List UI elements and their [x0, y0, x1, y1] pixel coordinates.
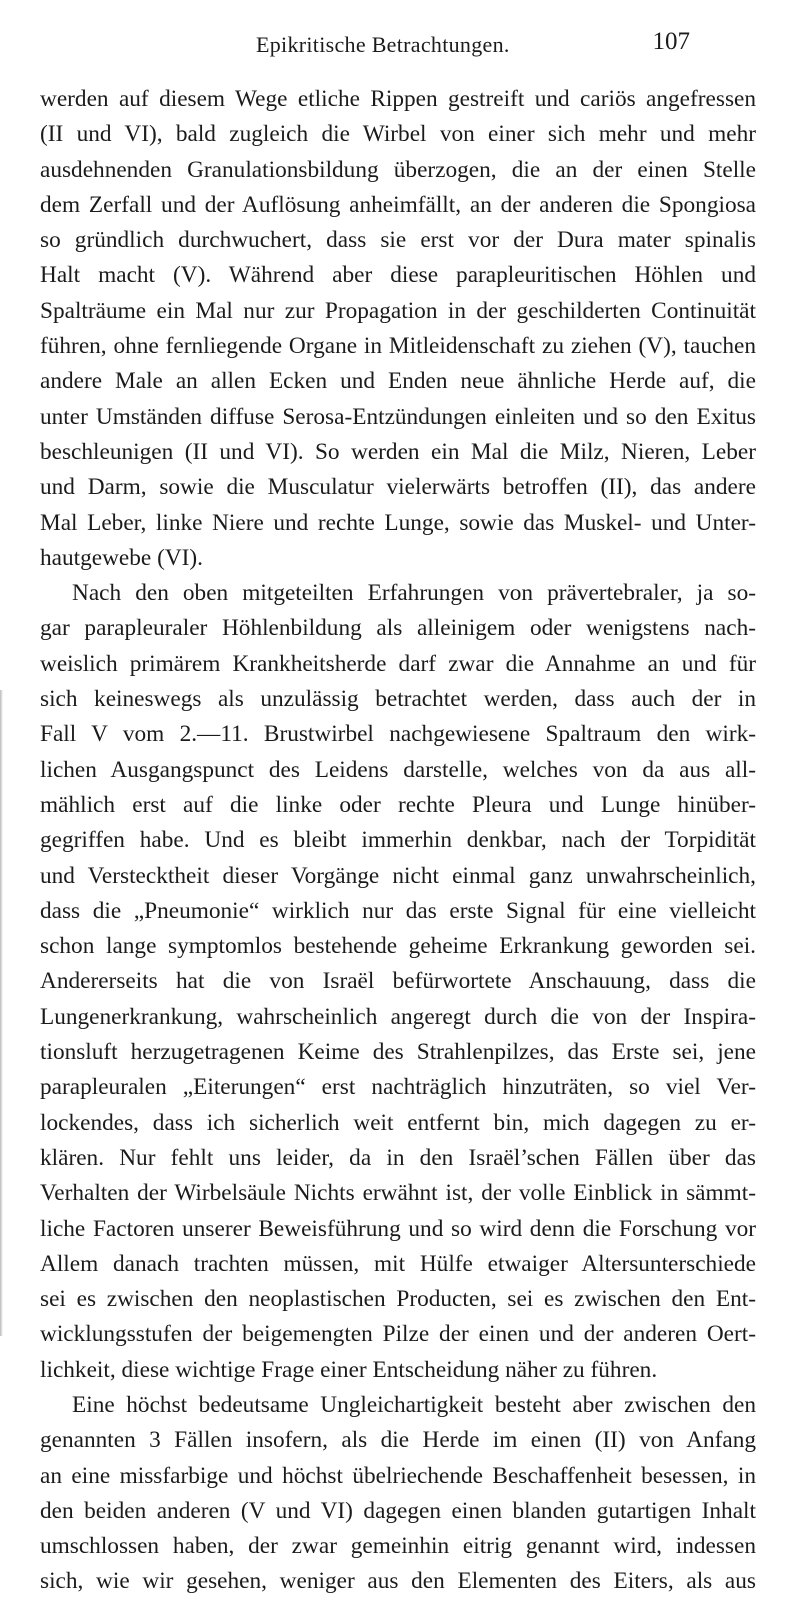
text-line: Allem danach trachten müssen, mit Hülfe etwaiger Altersunterschiede	[40, 1250, 756, 1277]
paragraph	[40, 1388, 756, 1600]
text-line: Halt macht (V). Während aber diese parapleuritischen Höhlen und	[40, 262, 756, 289]
text-line: sich keineswegs als unzulässig betrachtet werden, dass auch der in	[40, 686, 756, 713]
page-binding-shadow	[0, 690, 3, 1336]
page-number: 107	[652, 28, 690, 55]
text-line: sei es zwischen den neoplastischen Producten, sei es zwischen den Ent-	[40, 1286, 756, 1313]
text-line: klären. Nur fehlt uns leider, da in den Israël’schen Fällen über das	[40, 1144, 756, 1171]
text-line: gegriffen habe. Und es bleibt immerhin denkbar, nach der Torpidität	[40, 827, 756, 854]
text-line: führen, ohne fernliegende Organe in Mitleidenschaft zu ziehen (V), tauchen	[40, 333, 756, 360]
text-line: genannten 3 Fällen insofern, als die Herde im einen (II) von Anfang	[40, 1427, 756, 1454]
text-line: mählich erst auf die linke oder rechte Pleura und Lunge hinüber-	[40, 791, 756, 818]
text-line: unter Umständen diffuse Serosa-Entzündungen einleiten und so den Exitus	[40, 403, 756, 430]
text-line: (II und VI), bald zugleich die Wirbel von einer sich mehr und mehr	[40, 121, 756, 148]
text-line: sich, wie wir gesehen, weniger aus den Elementen des Eiters, als aus	[40, 1568, 756, 1595]
text-line: Verhalten der Wirbelsäule Nichts erwähnt ist, der volle Einblick in sämmt-	[40, 1180, 756, 1207]
text-line: umschlossen haben, der zwar gemeinhin eitrig genannt wird, indessen	[40, 1533, 756, 1560]
text-line: Mal Leber, linke Niere und rechte Lunge, sowie das Muskel- und Unter-	[40, 509, 756, 536]
page-header	[0, 28, 800, 68]
paragraph	[40, 576, 756, 1388]
text-line: ausdehnenden Granulationsbildung überzogen, die an der einen Stelle	[40, 156, 756, 183]
text-line: Eine höchst bedeutsame Ungleichartigkeit besteht aber zwischen den	[72, 1391, 756, 1418]
text-line: lockendes, dass ich sicherlich weit entfernt bin, mich dagegen zu er-	[40, 1109, 756, 1136]
text-line: Lungenerkrankung, wahrscheinlich angeregt durch die von der Inspira-	[40, 1003, 756, 1030]
text-line: lichen Ausgangspunct des Leidens darstelle, welches von da aus all-	[40, 756, 756, 783]
text-line: Spalträume ein Mal nur zur Propagation in der geschilderten Continuität	[40, 297, 756, 324]
text-line: liche Factoren unserer Beweisführung und so wird denn die Forschung vor	[40, 1215, 756, 1242]
text-line: an eine missfarbige und höchst übelriechende Beschaffenheit besessen, in	[40, 1462, 756, 1489]
text-line: gar parapleuraler Höhlenbildung als alleinigem oder wenigstens nach-	[40, 615, 756, 642]
text-line: werden auf diesem Wege etliche Rippen gestreift und cariös angefressen	[40, 86, 756, 112]
text-line: weislich primärem Krankheitsherde darf zwar die Annahme an und für	[40, 650, 756, 677]
text-line: und Verstecktheit dieser Vorgänge nicht einmal ganz unwahrscheinlich,	[40, 862, 756, 889]
text-line: schon lange symptomlos bestehende geheime Erkrankung geworden sei.	[40, 933, 756, 960]
body-text	[40, 82, 756, 1600]
text-line: parapleuralen „Eiterungen“ erst nachträglich hinzuträten, so viel Ver-	[40, 1074, 756, 1101]
text-line: Andererseits hat die von Israël befürwortete Anschauung, dass die	[40, 968, 756, 995]
text-line: tionsluft herzugetragenen Keime des Strahlenpilzes, das Erste sei, jene	[40, 1039, 756, 1066]
text-line: und Darm, sowie die Musculatur vielerwärts betroffen (II), das andere	[40, 474, 756, 501]
paragraph	[40, 82, 756, 576]
text-line: lichkeit, diese wichtige Frage einer Entscheidung näher zu führen.	[40, 1356, 658, 1383]
text-line: Nach den oben mitgeteilten Erfahrungen von prävertebraler, ja so-	[72, 580, 756, 607]
text-line: wicklungsstufen der beigemengten Pilze der einen und der anderen Oert-	[40, 1321, 756, 1348]
text-line: den beiden anderen (V und VI) dagegen einen blanden gutartigen Inhalt	[40, 1497, 756, 1524]
text-line: dem Zerfall und der Auflösung anheimfällt, an der anderen die Spongiosa	[40, 191, 756, 218]
text-line: andere Male an allen Ecken und Enden neue ähnliche Herde auf, die	[40, 368, 756, 395]
text-line: beschleunigen (II und VI). So werden ein Mal die Milz, Nieren, Leber	[40, 438, 756, 465]
text-line: Fall V vom 2.—11. Brustwirbel nachgewiesene Spaltraum den wirk-	[40, 721, 756, 748]
text-line: dass die „Pneumonie“ wirklich nur das erste Signal für eine vielleicht	[40, 897, 756, 924]
text-line: so gründlich durchwuchert, dass sie erst vor der Dura mater spinalis	[40, 227, 756, 254]
text-line: hautgewebe (VI).	[40, 544, 203, 571]
running-title: Epikritische Betrachtungen.	[256, 32, 510, 57]
